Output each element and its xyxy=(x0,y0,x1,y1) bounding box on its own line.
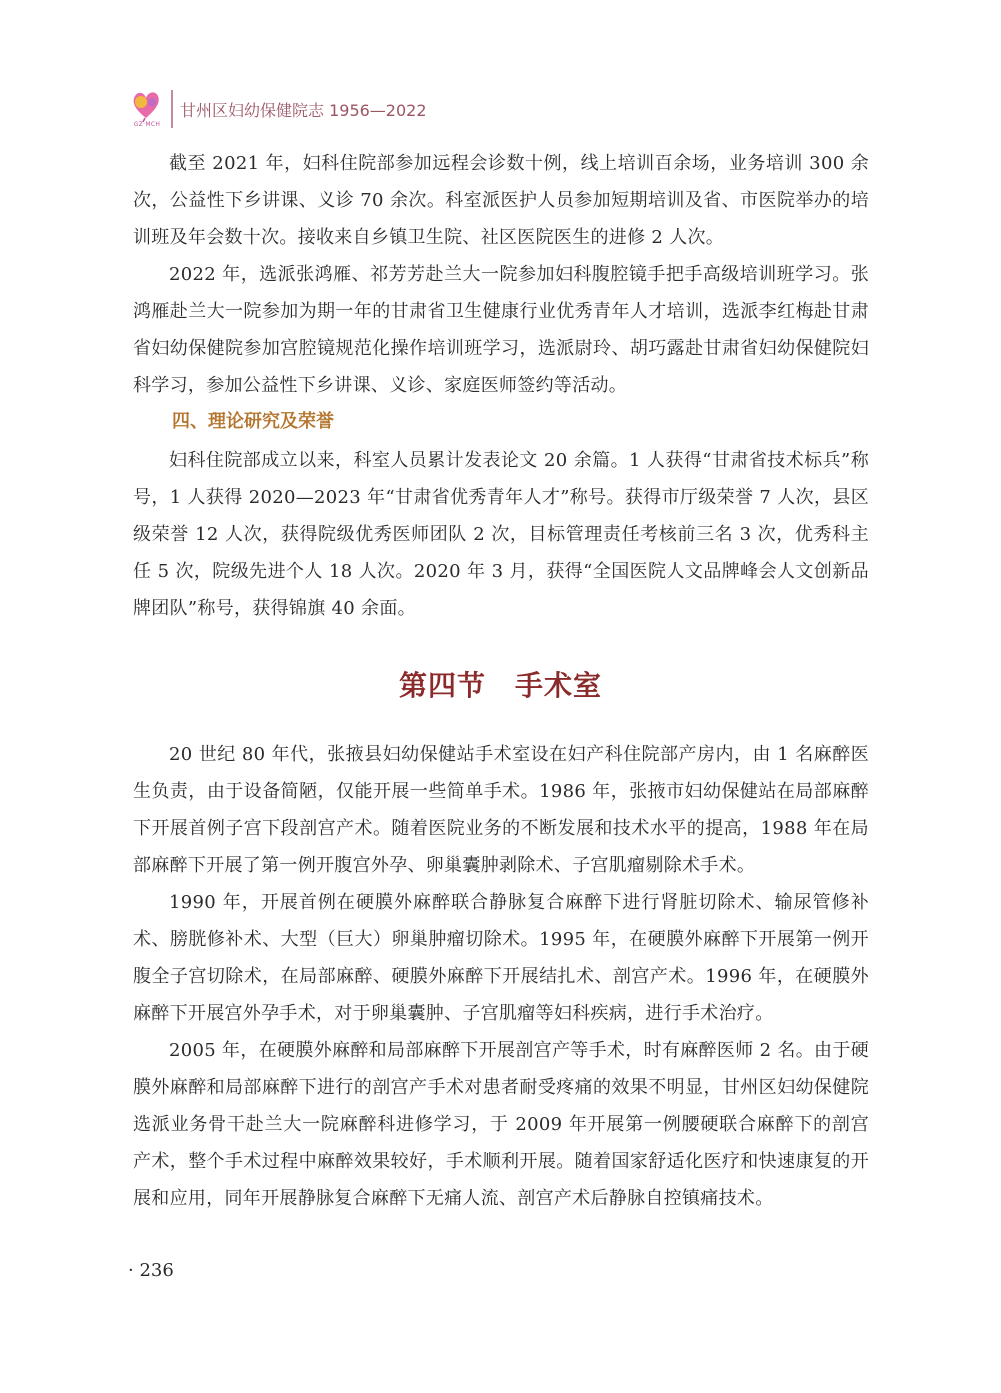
header-divider xyxy=(171,90,173,128)
paragraph-honors: 妇科住院部成立以来，科室人员累计发表论文 20 余篇。1 人获得“甘肃省技术标兵”称号，1 人获得 2020—2023 年“甘肃省优秀青年人才”称号。获得市厅级荣誉 7 人次，县区级荣誉 12 人次，获得院级优秀医师团队 2 次，目标管理责任考核前三名 3 次，优秀科主任 5 次，院级先进个人 18 人次。2020 年 3 月，获得“全国医院人文品牌峰会人文创新品牌团队”称号，获得锦旗 40 余面。 xyxy=(133,450,869,619)
heart-flower-logo-icon xyxy=(130,88,162,122)
subheading-research-honors: 四、理论研究及荣誉 xyxy=(172,411,334,432)
paragraph-1990s: 1990 年，开展首例在硬膜外麻醉联合静脉复合麻醉下进行肾脏切除术、输尿管修补术、膀胱修补术、大型（巨大）卵巢肿瘤切除术。1995 年，在硬膜外麻醉下开展第一例开腹全子宫切除术，在局部麻醉、硬膜外麻醉下开展结扎术、剖宫产术。1996 年，在硬膜外麻醉下开展宫外孕手术，对于卵巢囊肿、子宫肌瘤等妇科疾病，进行手术治疗。 xyxy=(133,892,869,1024)
paragraph-1980s: 20 世纪 80 年代，张掖县妇幼保健站手术室设在妇产科住院部产房内，由 1 名麻醉医生负责，由于设备简陋，仅能开展一些简单手术。1986 年，张掖市妇幼保健站在局部麻醉下开展首例子宫下段剖宫产术。随着医院业务的不断发展和技术水平的提高，1988 年在局部麻醉下开展了第一例开腹宫外孕、卵巢囊肿剥除术、子宫肌瘤剔除术手术。 xyxy=(133,744,869,876)
section-title: 第四节 手术室 xyxy=(398,669,602,702)
hospital-logo xyxy=(130,88,162,132)
running-header-title: 甘州区妇幼保健院志 1956—2022 xyxy=(180,101,427,120)
paragraph-training-2022: 2022 年，选派张鸿雁、祁芳芳赴兰大一院参加妇科腹腔镜手把手高级培训班学习。张鸿雁赴兰大一院参加为期一年的甘肃省卫生健康行业优秀青年人才培训，选派李红梅赴甘肃省妇幼保健院参加宫腔镜规范化操作培训班学习，选派尉玲、胡巧露赴甘肃省妇幼保健院妇科学习，参加公益性下乡讲课、义诊、家庭医师签约等活动。 xyxy=(133,264,869,396)
paragraph-2005: 2005 年，在硬膜外麻醉和局部麻醉下开展剖宫产等手术，时有麻醉医师 2 名。由于硬膜外麻醉和局部麻醉下进行的剖宫产手术对患者耐受疼痛的效果不明显，甘州区妇幼保健院选派业务骨干赴兰大一院麻醉科进修学习，于 2009 年开展第一例腰硬联合麻醉下的剖宫产术，整个手术过程中麻醉效果较好，手术顺利开展。随着国家舒适化医疗和快速康复的开展和应用，同年开展静脉复合麻醉下无痛人流、剖宫产术后静脉自控镇痛技术。 xyxy=(133,1040,869,1209)
page-number: · 236 xyxy=(128,1260,174,1281)
logo-caption: GZ·MCH xyxy=(133,121,161,128)
paragraph-remote-consultation: 截至 2021 年，妇科住院部参加远程会诊数十例，线上培训百余场，业务培训 300 余次，公益性下乡讲课、义诊 70 余次。科室派医护人员参加短期培训及省、市医院举办的培训班及年会数十次。接收来自乡镇卫生院、社区医院医生的进修 2 人次。 xyxy=(133,153,869,248)
